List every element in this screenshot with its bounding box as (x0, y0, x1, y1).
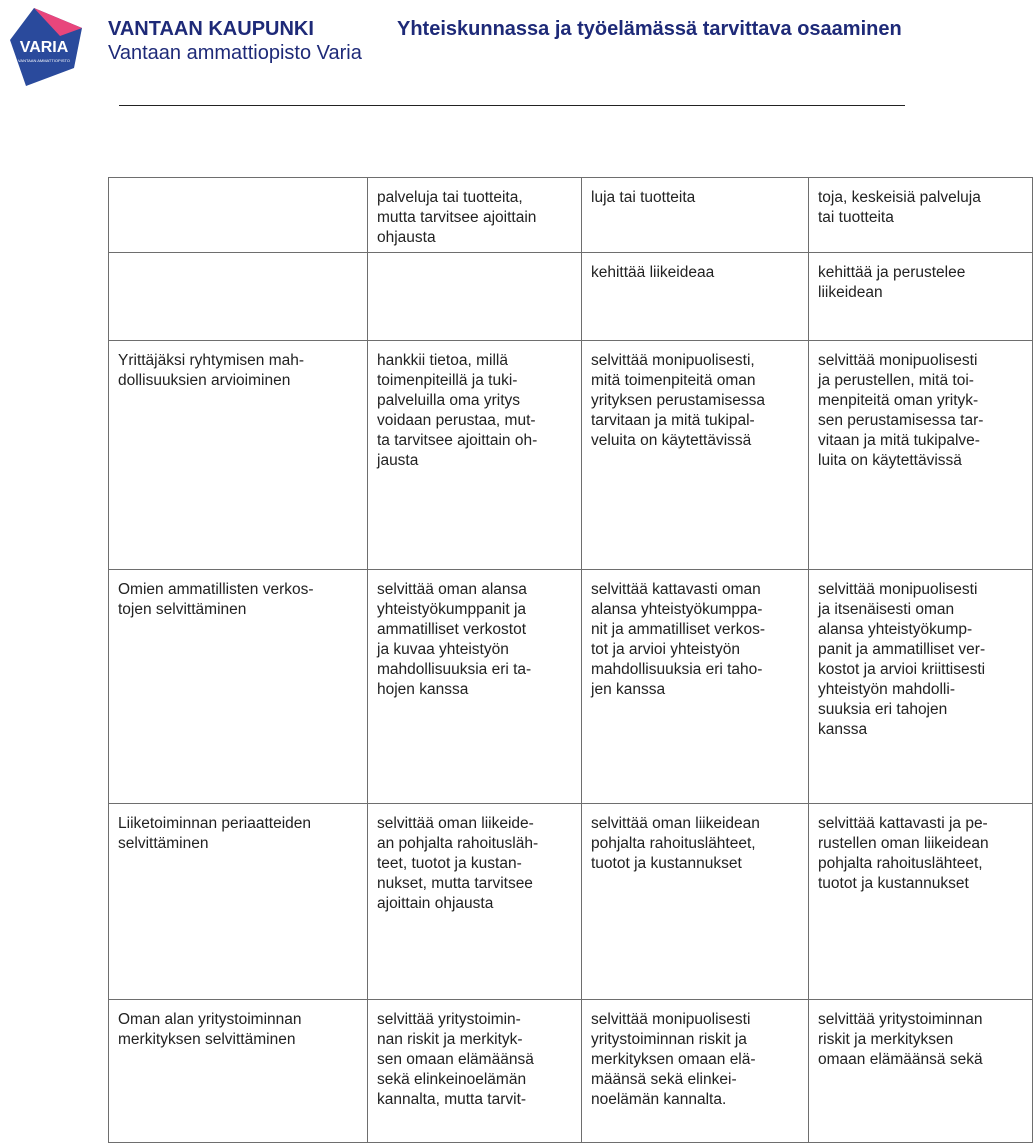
cell-text (118, 580, 358, 620)
cell-text-line: luja tai tuotteita (591, 189, 696, 206)
cell-text-line: selvittää monipuolisesti (818, 352, 978, 369)
cell-text-line: tojen selvittäminen (118, 601, 247, 618)
criterion-cell (109, 253, 368, 341)
cell-text-line: Yrittäjäksi ryhtymisen mah- (118, 352, 305, 369)
cell-text (818, 1010, 1023, 1070)
cell-text-line: määnsä sekä elinkei- (591, 1071, 737, 1088)
cell-text-line: nit ja ammatilliset verkos- (591, 621, 765, 638)
cell-text-line: alansa yhteistyökump- (818, 621, 973, 638)
cell-text-line: noelämän kannalta. (591, 1091, 727, 1108)
cell-text-line: jausta (377, 452, 419, 469)
cell-text-line: veluita on käytettävissä (591, 432, 752, 449)
cell-text-line: mahdollisuuksia eri ta- (377, 661, 532, 678)
cell-text-line: luita on käytettävissä (818, 452, 962, 469)
assessment-table (108, 177, 1033, 1143)
cell-text-line: tuotot ja kustannukset (818, 875, 969, 892)
cell-text (377, 814, 572, 914)
cell-text-line: pohjalta rahoituslähteet, (818, 855, 983, 872)
cell-text-line: ta tarvitsee ajoittain oh- (377, 432, 538, 449)
cell-text-line: menpiteitä oman yrityk- (818, 392, 979, 409)
level-1-cell (368, 341, 582, 570)
varia-logo (4, 6, 84, 86)
cell-text (377, 580, 572, 700)
cell-text-line: yrityksen perustamisessa (591, 392, 766, 409)
cell-text-line: ja itsenäisesti oman (818, 601, 955, 618)
cell-text-line: Omien ammatillisten verkos- (118, 581, 314, 598)
document-title: Yhteiskunnassa ja työelämässä tarvittava osaaminen (397, 18, 902, 40)
level-3-cell (809, 1000, 1033, 1143)
cell-text-line: suuksia eri tahojen (818, 701, 948, 718)
level-3-cell (809, 341, 1033, 570)
cell-text-line: kostot ja arvioi kriittisesti (818, 661, 986, 678)
cell-text-line: tarvitaan ja mitä tukipal- (591, 412, 755, 429)
organization-name: VANTAAN KAUPUNKI (108, 18, 314, 40)
cell-text (818, 188, 1023, 228)
logo-wordmark: VARIA (19, 39, 69, 56)
cell-text-line: mitä toimenpiteitä oman (591, 372, 756, 389)
criterion-cell (109, 178, 368, 253)
cell-text-line: rustellen oman liikeidean (818, 835, 989, 852)
cell-text-line: palveluilla oma yritys (377, 392, 520, 409)
cell-text (818, 814, 1023, 894)
cell-text-line: Oman alan yritystoiminnan (118, 1011, 302, 1028)
cell-text-line: mahdollisuuksia eri taho- (591, 661, 763, 678)
level-2-cell (582, 341, 809, 570)
level-2-cell (582, 1000, 809, 1143)
cell-text (377, 188, 572, 248)
cell-text-line: kehittää ja perustelee (818, 264, 966, 281)
cell-text-line: panit ja ammatilliset ver- (818, 641, 986, 658)
cell-text-line: pohjalta rahoituslähteet, (591, 835, 756, 852)
logo-subtext: VANTAAN AMMATTIOPISTO (18, 58, 70, 63)
level-1-cell (368, 1000, 582, 1143)
cell-text (377, 351, 572, 471)
cell-text-line: tot ja arvioi yhteistyön (591, 641, 741, 658)
cell-text (591, 1010, 799, 1110)
cell-text (591, 351, 799, 451)
cell-text-line: sen omaan elämäänsä (377, 1051, 534, 1068)
criterion-cell (109, 804, 368, 1000)
level-1-cell (368, 178, 582, 253)
table-row (109, 341, 1033, 570)
cell-text-line: sen perustamisessa tar- (818, 412, 984, 429)
cell-text (118, 814, 358, 854)
cell-text-line: selvittää yritystoimin- (377, 1011, 521, 1028)
cell-text-line: ohjausta (377, 229, 436, 246)
cell-text-line: toimenpiteillä ja tuki- (377, 372, 518, 389)
cell-text-line: dollisuuksien arvioiminen (118, 372, 291, 389)
cell-text-line: kanssa (818, 721, 868, 738)
cell-text-line: sekä elinkeinoelämän (377, 1071, 527, 1088)
cell-text-line: selvittää oman liikeide- (377, 815, 534, 832)
cell-text-line: yhteistyökumppanit ja (377, 601, 527, 618)
cell-text-line: merkityksen omaan elä- (591, 1051, 756, 1068)
table-row (109, 804, 1033, 1000)
level-2-cell (582, 804, 809, 1000)
cell-text-line: nan riskit ja merkityk- (377, 1031, 523, 1048)
level-3-cell (809, 253, 1033, 341)
cell-text-line: omaan elämäänsä sekä (818, 1051, 983, 1068)
cell-text-line: palveluja tai tuotteita, (377, 189, 523, 206)
cell-text-line: ammatilliset verkostot (377, 621, 527, 638)
level-2-cell (582, 253, 809, 341)
cell-text-line: selvittää kattavasti oman (591, 581, 761, 598)
cell-text (118, 351, 358, 391)
cell-text-line: kannalta, mutta tarvit- (377, 1091, 527, 1108)
table-row (109, 1000, 1033, 1143)
cell-text-line: selvittäminen (118, 835, 209, 852)
level-1-cell (368, 804, 582, 1000)
cell-text-line: tuotot ja kustannukset (591, 855, 742, 872)
cell-text-line: selvittää monipuolisesti, (591, 352, 755, 369)
level-3-cell (809, 178, 1033, 253)
cell-text-line: ajoittain ohjausta (377, 895, 494, 912)
cell-text-line: selvittää monipuolisesti (818, 581, 978, 598)
cell-text-line: Liiketoiminnan periaatteiden (118, 815, 312, 832)
cell-text-line: selvittää yritystoiminnan (818, 1011, 983, 1028)
cell-text-line: an pohjalta rahoitusläh- (377, 835, 539, 852)
cell-text (591, 263, 799, 283)
cell-text-line: yritystoiminnan riskit ja (591, 1031, 747, 1048)
cell-text (818, 263, 1023, 303)
level-1-cell (368, 253, 582, 341)
level-3-cell (809, 804, 1033, 1000)
cell-text-line: toja, keskeisiä palveluja (818, 189, 981, 206)
header-divider (119, 105, 905, 106)
table-row (109, 178, 1033, 253)
cell-text-line: riskit ja merkityksen (818, 1031, 954, 1048)
cell-text-line: mutta tarvitsee ajoittain (377, 209, 537, 226)
table-row (109, 253, 1033, 341)
level-2-cell (582, 570, 809, 804)
cell-text-line: ja perustellen, mitä toi- (818, 372, 974, 389)
cell-text (591, 814, 799, 874)
table-row (109, 570, 1033, 804)
cell-text-line: ja kuvaa yhteistyön (377, 641, 509, 658)
cell-text (591, 580, 799, 700)
cell-text-line: voidaan perustaa, mut- (377, 412, 536, 429)
cell-text-line: teet, tuotot ja kustan- (377, 855, 522, 872)
cell-text-line: selvittää kattavasti ja pe- (818, 815, 988, 832)
cell-text-line: hankkii tietoa, millä (377, 352, 508, 369)
cell-text-line: tai tuotteita (818, 209, 894, 226)
criterion-cell (109, 341, 368, 570)
cell-text-line: kehittää liikeideaa (591, 264, 715, 281)
cell-text-line: selvittää oman liikeidean (591, 815, 760, 832)
cell-text-line: merkityksen selvittäminen (118, 1031, 296, 1048)
cell-text (818, 351, 1023, 471)
cell-text (118, 1010, 358, 1050)
criterion-cell (109, 570, 368, 804)
cell-text-line: nukset, mutta tarvitsee (377, 875, 533, 892)
level-1-cell (368, 570, 582, 804)
criterion-cell (109, 1000, 368, 1143)
cell-text-line: yhteistyön mahdolli- (818, 681, 955, 698)
cell-text (377, 1010, 572, 1110)
cell-text-line: jen kanssa (591, 681, 666, 698)
cell-text-line: vitaan ja mitä tukipalve- (818, 432, 980, 449)
level-3-cell (809, 570, 1033, 804)
cell-text-line: selvittää monipuolisesti (591, 1011, 751, 1028)
school-name: Vantaan ammattiopisto Varia (108, 42, 362, 64)
cell-text (818, 580, 1023, 740)
cell-text-line: liikeidean (818, 284, 883, 301)
cell-text-line: selvittää oman alansa (377, 581, 527, 598)
cell-text (591, 188, 799, 208)
cell-text-line: alansa yhteistyökumppa- (591, 601, 763, 618)
level-2-cell (582, 178, 809, 253)
cell-text-line: hojen kanssa (377, 681, 469, 698)
